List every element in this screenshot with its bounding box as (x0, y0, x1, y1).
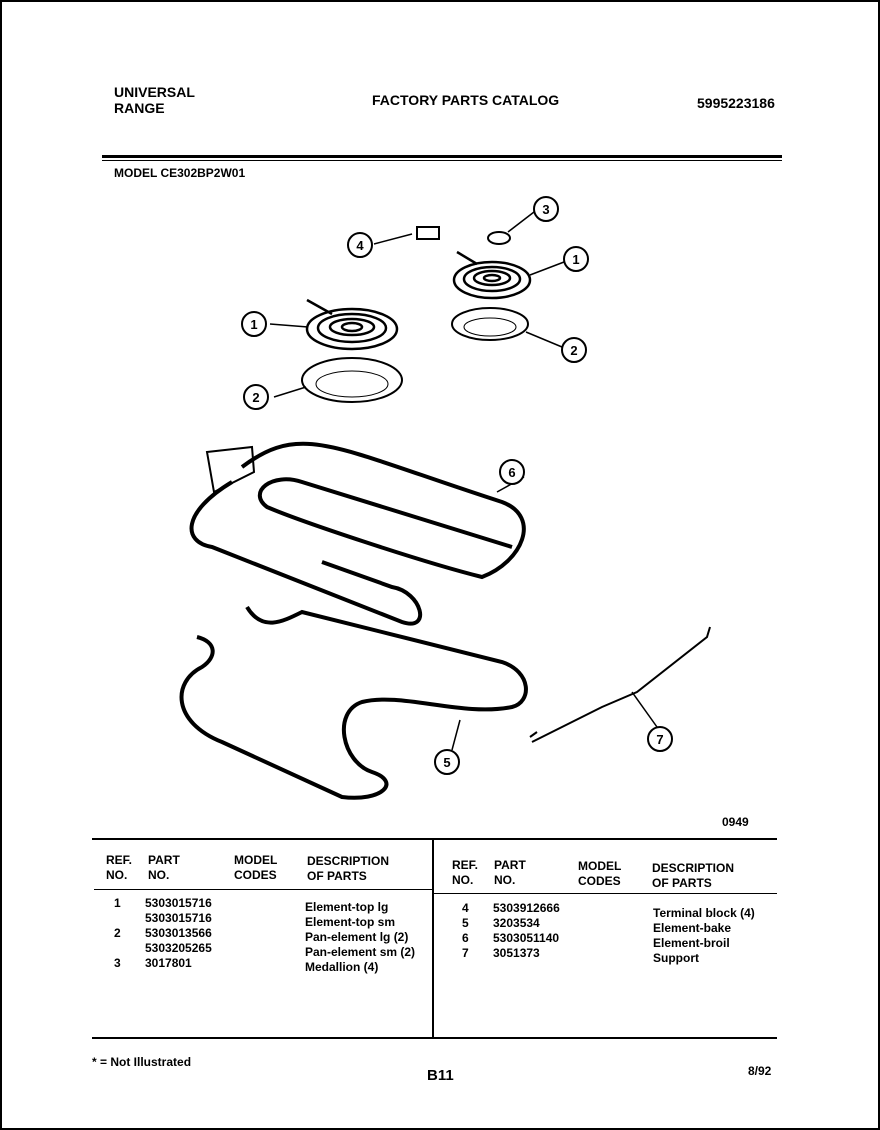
terminal-block (374, 227, 439, 244)
header-text: NO. (452, 873, 474, 887)
drip-pan-large (274, 358, 402, 402)
callout-1-right (562, 245, 590, 278)
header-text: REF. (106, 853, 133, 867)
part-no: 5303013566 (145, 926, 212, 940)
svg-text:4: 4 (356, 238, 364, 253)
left-header-rule (94, 889, 432, 890)
exploded-diagram (2, 2, 878, 842)
col-header-desc-right (652, 861, 734, 891)
part-description: Element-bake (653, 921, 732, 935)
header-text: MODEL (578, 859, 622, 873)
svg-text:2: 2 (570, 343, 578, 358)
table-divider (432, 840, 434, 1038)
table-top-rule (92, 838, 777, 840)
ref-no: 5 (462, 916, 469, 930)
ref-no (114, 941, 121, 956)
part-no: 3017801 (145, 956, 192, 970)
col-header-ref (106, 853, 132, 883)
header-text: NO. (494, 873, 516, 887)
ref-no: 7 (462, 946, 469, 960)
col-header-part (148, 853, 180, 883)
part-description: Pan-element sm (2) (305, 945, 416, 959)
left-ref-col (114, 896, 121, 971)
svg-text:7: 7 (656, 732, 664, 747)
ref-no: 4 (462, 901, 469, 915)
part-no: 3051373 (493, 946, 540, 960)
left-desc-col (305, 900, 415, 975)
part-description: Element-broil (653, 936, 730, 950)
surface-element-large (270, 300, 397, 349)
page-number: B11 (427, 1067, 454, 1084)
callout-4 (346, 231, 374, 264)
catalog-date: 8/92 (748, 1064, 772, 1078)
part-no: 5303205265 (145, 941, 212, 955)
part-description: Pan-element lg (2) (305, 930, 409, 944)
header-text: PART (148, 853, 180, 867)
header-text: NO. (148, 868, 170, 882)
header-text: DESCRIPTION (307, 854, 390, 868)
not-illustrated-note: * = Not Illustrated (92, 1055, 192, 1069)
right-desc-col (653, 906, 755, 966)
figure-code: 0949 (722, 815, 749, 829)
part-description: Element-top lg (305, 900, 389, 914)
callout-7 (646, 725, 674, 758)
bake-element (182, 607, 526, 798)
left-part-col (145, 896, 212, 971)
header-text: CODES (578, 874, 621, 888)
part-no: 3203534 (493, 916, 540, 930)
model-label: MODEL CE302BP2W01 (114, 166, 246, 180)
col-header-desc (307, 854, 389, 884)
catalog-number: 5995223186 (697, 95, 775, 111)
col-header-part-right (494, 858, 526, 888)
medallion (488, 212, 534, 244)
header-text: PART (494, 858, 526, 872)
right-header-rule (434, 893, 777, 894)
callout-3 (532, 195, 560, 228)
ref-no: 1 (114, 896, 121, 910)
ref-no (114, 911, 121, 926)
catalog-title: FACTORY PARTS CATALOG (372, 92, 560, 108)
header-text: OF PARTS (652, 876, 712, 890)
part-no: 5303051140 (493, 931, 560, 945)
brand-line-2: RANGE (114, 100, 165, 116)
svg-text:1: 1 (250, 317, 258, 332)
part-description: Terminal block (4) (653, 906, 755, 920)
drip-pan-small (452, 308, 562, 347)
svg-text:5: 5 (443, 755, 451, 770)
part-no: 5303912666 (493, 901, 560, 915)
header-text: OF PARTS (307, 869, 367, 883)
part-no: 5303015716 (145, 911, 212, 925)
part-description: Element-top sm (305, 915, 396, 929)
callout-5 (433, 748, 461, 781)
header-text: CODES (234, 868, 277, 882)
header-text: DESCRIPTION (652, 861, 735, 875)
part-description: Medallion (4) (305, 960, 379, 974)
svg-text:1: 1 (572, 252, 580, 267)
table-bottom-rule (92, 1037, 777, 1039)
header-text: NO. (106, 868, 128, 882)
svg-text:3: 3 (542, 202, 550, 217)
parts-catalog-page (2, 2, 878, 1128)
brand-line-1: UNIVERSAL (114, 84, 195, 100)
col-header-codes-right (578, 859, 621, 889)
svg-text:2: 2 (252, 390, 260, 405)
surface-element-small (454, 252, 564, 298)
callout-1-left (240, 310, 268, 343)
ref-no: 3 (114, 956, 121, 970)
ref-no: 2 (114, 926, 121, 940)
callout-2-right (560, 336, 588, 369)
header-text: MODEL (234, 853, 278, 867)
callout-6 (498, 458, 526, 491)
support-bracket (530, 627, 710, 742)
callout-2-left (242, 383, 270, 416)
part-description: Support (653, 951, 699, 965)
svg-text:6: 6 (508, 465, 516, 480)
broil-element (192, 444, 524, 624)
right-part-col (493, 901, 560, 961)
part-no: 5303015716 (145, 896, 212, 910)
ref-no: 6 (462, 931, 469, 945)
header-text: REF. (452, 858, 479, 872)
col-header-ref-right (452, 858, 478, 888)
right-ref-col (462, 901, 469, 961)
col-header-codes (234, 853, 277, 883)
